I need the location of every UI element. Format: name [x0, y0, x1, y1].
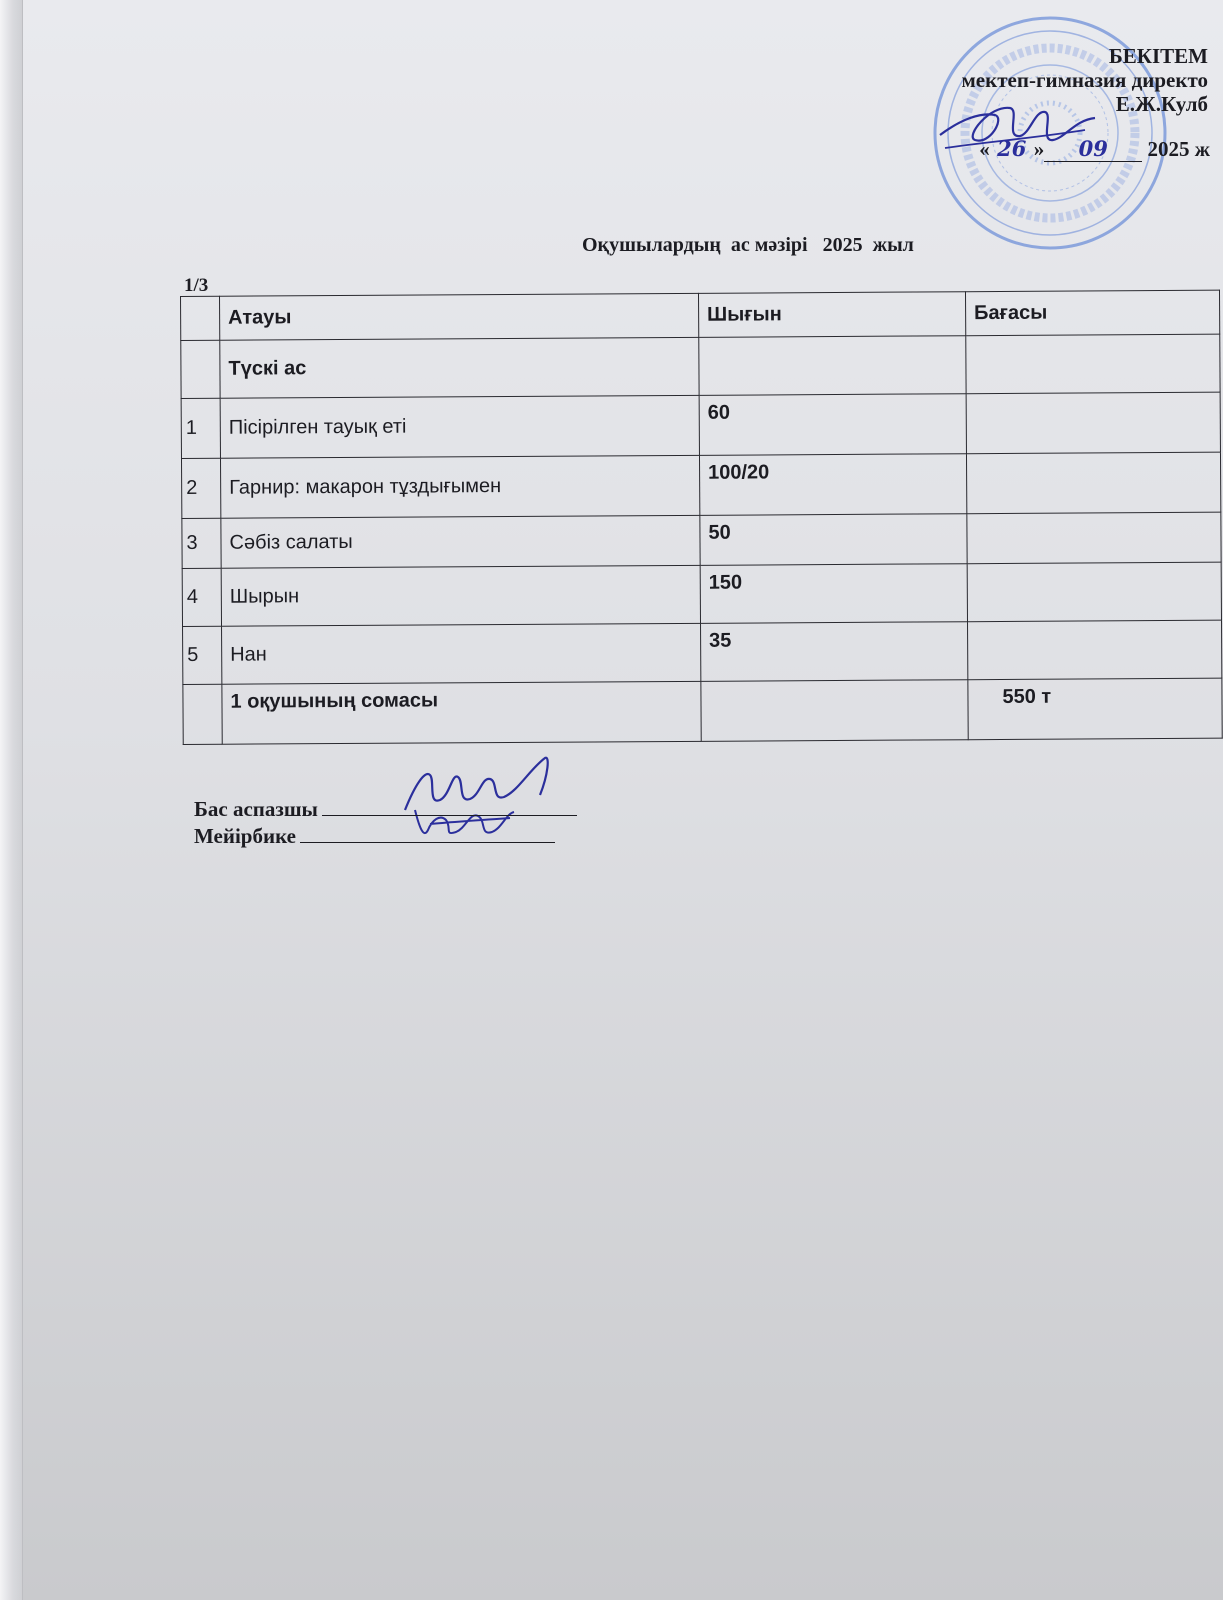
header-name-cell: Атауы — [220, 293, 699, 340]
date-month: 09 — [1044, 136, 1142, 162]
row-price — [966, 452, 1220, 514]
header-number-cell — [181, 296, 220, 340]
approval-heading: БЕКІТЕМ — [1108, 44, 1208, 68]
date-year: 2025 ж — [1147, 137, 1210, 161]
date-close-quote: » — [1033, 137, 1045, 161]
nurse-signature-line — [194, 823, 577, 850]
row-number: 1 — [181, 398, 220, 458]
row-number: 3 — [182, 518, 221, 568]
row-price — [967, 562, 1221, 622]
row-price — [968, 620, 1222, 680]
date-open-quote: « — [979, 137, 990, 161]
row-amount: 50 — [700, 514, 967, 566]
nurse-underline — [300, 824, 555, 843]
date-day: 26 — [997, 136, 1027, 161]
chef-underline — [322, 797, 577, 816]
chef-label: Бас аспазшы — [194, 797, 318, 821]
section-amount-cell — [699, 336, 966, 396]
table-row — [181, 452, 1220, 518]
section-number-cell — [181, 340, 220, 398]
row-number: 5 — [183, 626, 222, 684]
header-price-cell: Бағасы — [965, 290, 1219, 336]
approval-block — [961, 44, 1208, 116]
chef-signature-line — [194, 796, 577, 823]
sheet-number: 1/3 — [184, 275, 209, 296]
approval-date — [979, 136, 1210, 162]
total-number-cell — [183, 684, 222, 744]
row-name: Сәбіз салаты — [221, 515, 700, 568]
table-row — [182, 562, 1221, 626]
table-row — [182, 512, 1221, 568]
total-row — [183, 678, 1222, 744]
page-edge — [0, 0, 23, 1600]
table-row — [181, 392, 1220, 458]
signatures-block — [194, 796, 577, 850]
approval-name: Е.Ж.Кулб — [1115, 92, 1208, 116]
total-label: 1 оқушының сомасы — [222, 681, 701, 744]
section-price-cell — [966, 334, 1220, 394]
row-name: Гарнир: макарон тұздығымен — [220, 455, 699, 518]
total-amount-cell — [701, 680, 968, 742]
table-row — [183, 620, 1222, 684]
section-row — [181, 334, 1220, 398]
row-number: 2 — [181, 458, 220, 518]
row-price — [967, 512, 1221, 564]
total-value: 550 т — [968, 678, 1222, 740]
table-header-row — [181, 290, 1220, 340]
menu-table — [180, 290, 1223, 745]
row-amount: 60 — [699, 394, 966, 456]
approval-position: мектеп-гимназия директо — [961, 68, 1208, 92]
row-number: 4 — [182, 568, 221, 626]
row-amount: 100/20 — [699, 454, 966, 516]
section-label: Түскі ас — [220, 337, 699, 398]
document-title: Оқушылардың ас мәзірі 2025 жыл — [582, 234, 914, 256]
row-amount: 35 — [701, 622, 968, 682]
row-name: Нан — [222, 623, 701, 684]
row-name: Шырын — [221, 565, 700, 626]
row-price — [966, 392, 1220, 454]
header-amount-cell: Шығын — [698, 292, 965, 338]
nurse-label: Мейірбике — [194, 824, 296, 848]
row-amount: 150 — [700, 564, 967, 624]
row-name: Пісірілген тауық еті — [220, 395, 699, 458]
